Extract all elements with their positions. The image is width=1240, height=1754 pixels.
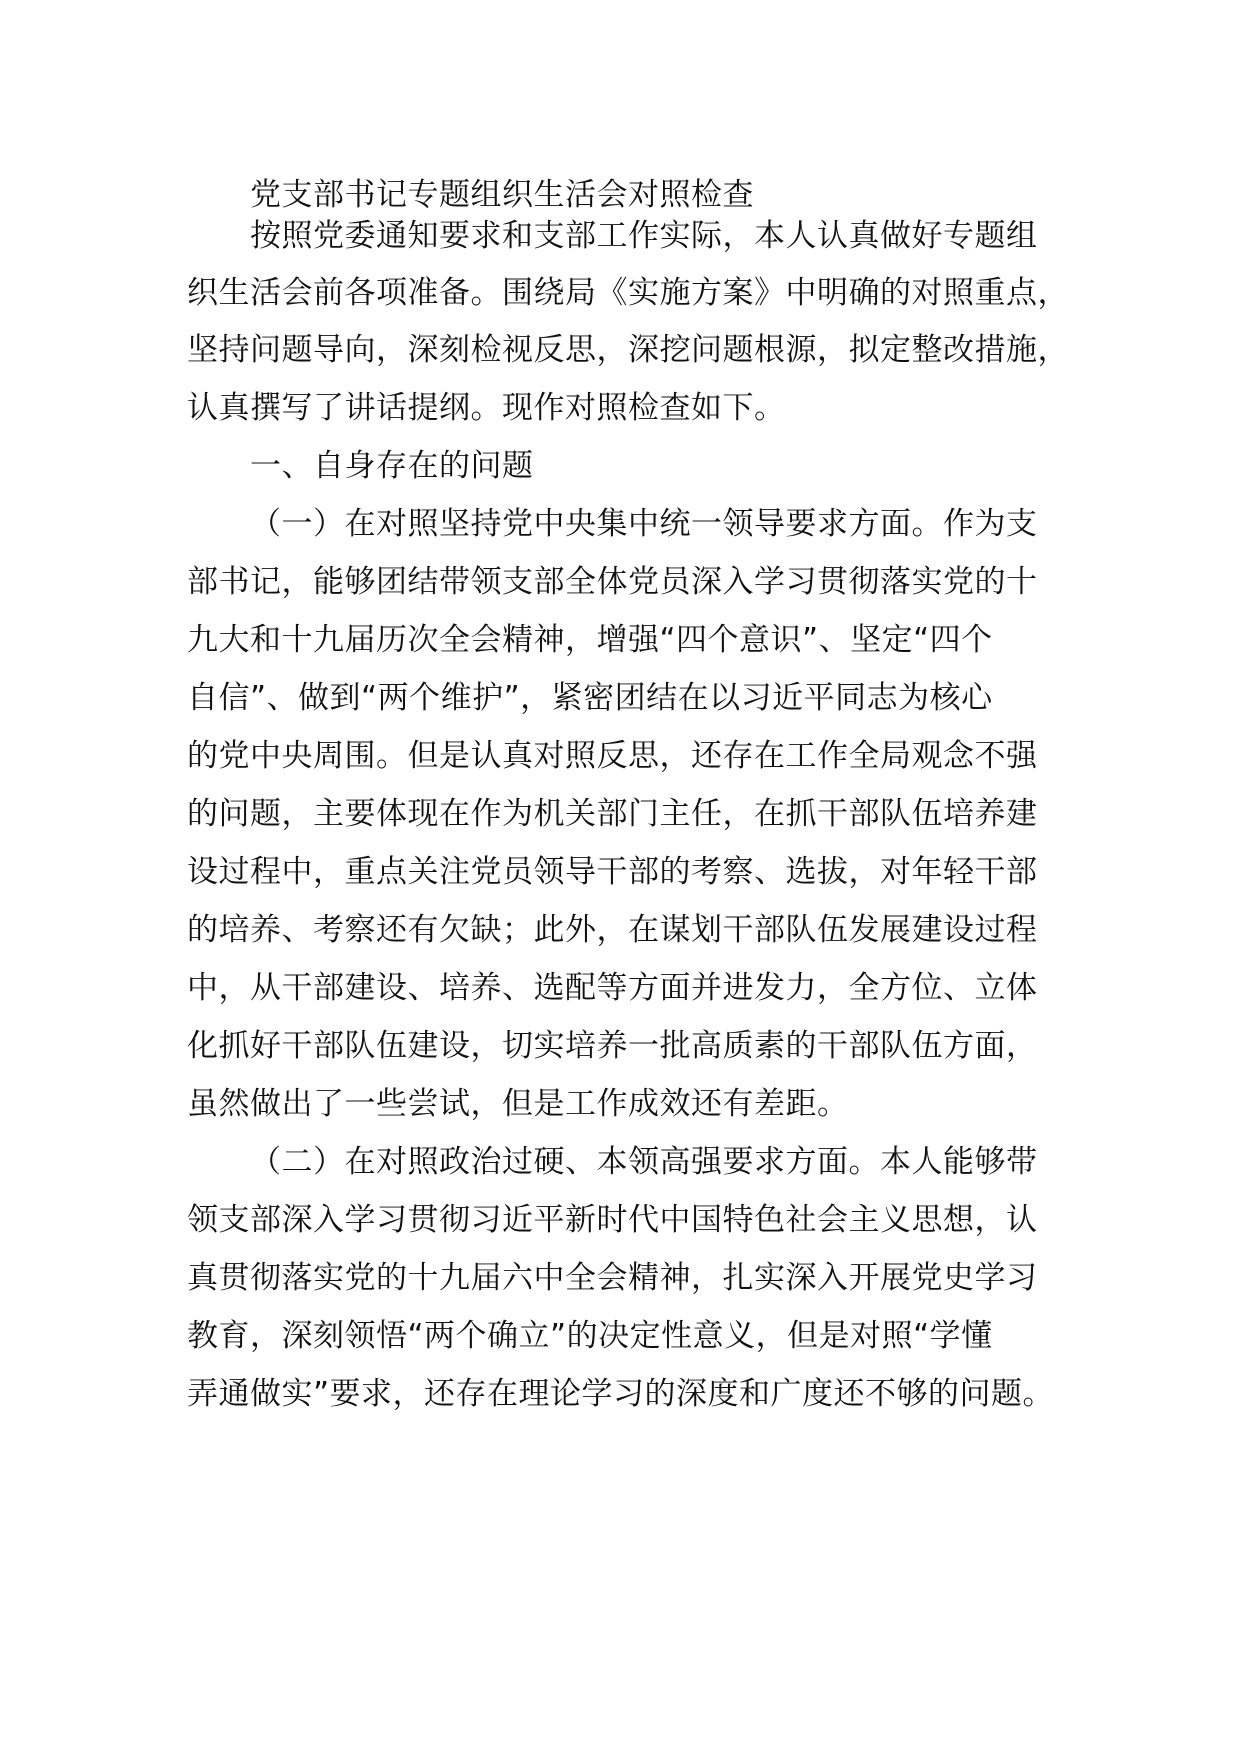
paragraph-line: 的党中央周围。但是认真对照反思，还存在工作全局观念不强 (187, 738, 1038, 774)
paragraph-line: 领支部深入学习贯彻习近平新时代中国特色社会主义思想，认 (187, 1202, 1038, 1238)
paragraph-line: 的培养、考察还有欠缺；此外，在谋划干部队伍发展建设过程 (187, 912, 1038, 948)
paragraph-line: 部书记，能够团结带领支部全体党员深入学习贯彻落实党的十 (187, 564, 1038, 600)
paragraph-line: 虽然做出了一些尝试，但是工作成效还有差距。 (187, 1086, 849, 1122)
paragraph-line: 织生活会前各项准备。围绕局《实施方案》中明确的对照重点， (187, 275, 1069, 311)
paragraph-line: 的问题，主要体现在作为机关部门主任，在抓干部队伍培养建 (187, 796, 1038, 832)
paragraph-line: 设过程中，重点关注党员领导干部的考察、选拔，对年轻干部 (187, 854, 1038, 890)
paragraph-line: 按照党委通知要求和支部工作实际，本人认真做好专题组 (250, 218, 1038, 254)
paragraph-line: 自信”、做到“两个维护”，紧密团结在以习近平同志为核心 (187, 680, 993, 716)
section-heading: 一、自身存在的问题 (250, 448, 534, 484)
paragraph-line: 教育，深刻领悟“两个确立”的决定性意义，但是对照“学懂 (187, 1318, 993, 1354)
paragraph-line: 化抓好干部队伍建设，切实培养一批高质素的干部队伍方面， (187, 1028, 1038, 1064)
paragraph-line: 九大和十九届历次全会精神，增强“四个意识”、坚定“四个 (187, 622, 993, 658)
paragraph-line: 弄通做实”要求，还存在理论学习的深度和广度还不够的问题。 (187, 1376, 1055, 1412)
paragraph-line: （一）在对照坚持党中央集中统一领导要求方面。作为支 (250, 506, 1038, 542)
paragraph-line: 真贯彻落实党的十九届六中全会精神，扎实深入开展党史学习 (187, 1260, 1038, 1296)
paragraph-line: 坚持问题导向，深刻检视反思，深挖问题根源，拟定整改措施， (187, 332, 1069, 368)
paragraph-line: 中，从干部建设、培养、选配等方面并进发力，全方位、立体 (187, 970, 1038, 1006)
document-title: 党支部书记专题组织生活会对照检查 (250, 177, 754, 213)
paragraph-line: （二）在对照政治过硬、本领高强要求方面。本人能够带 (250, 1144, 1038, 1180)
paragraph-line: 认真撰写了讲话提纲。现作对照检查如下。 (187, 390, 786, 426)
